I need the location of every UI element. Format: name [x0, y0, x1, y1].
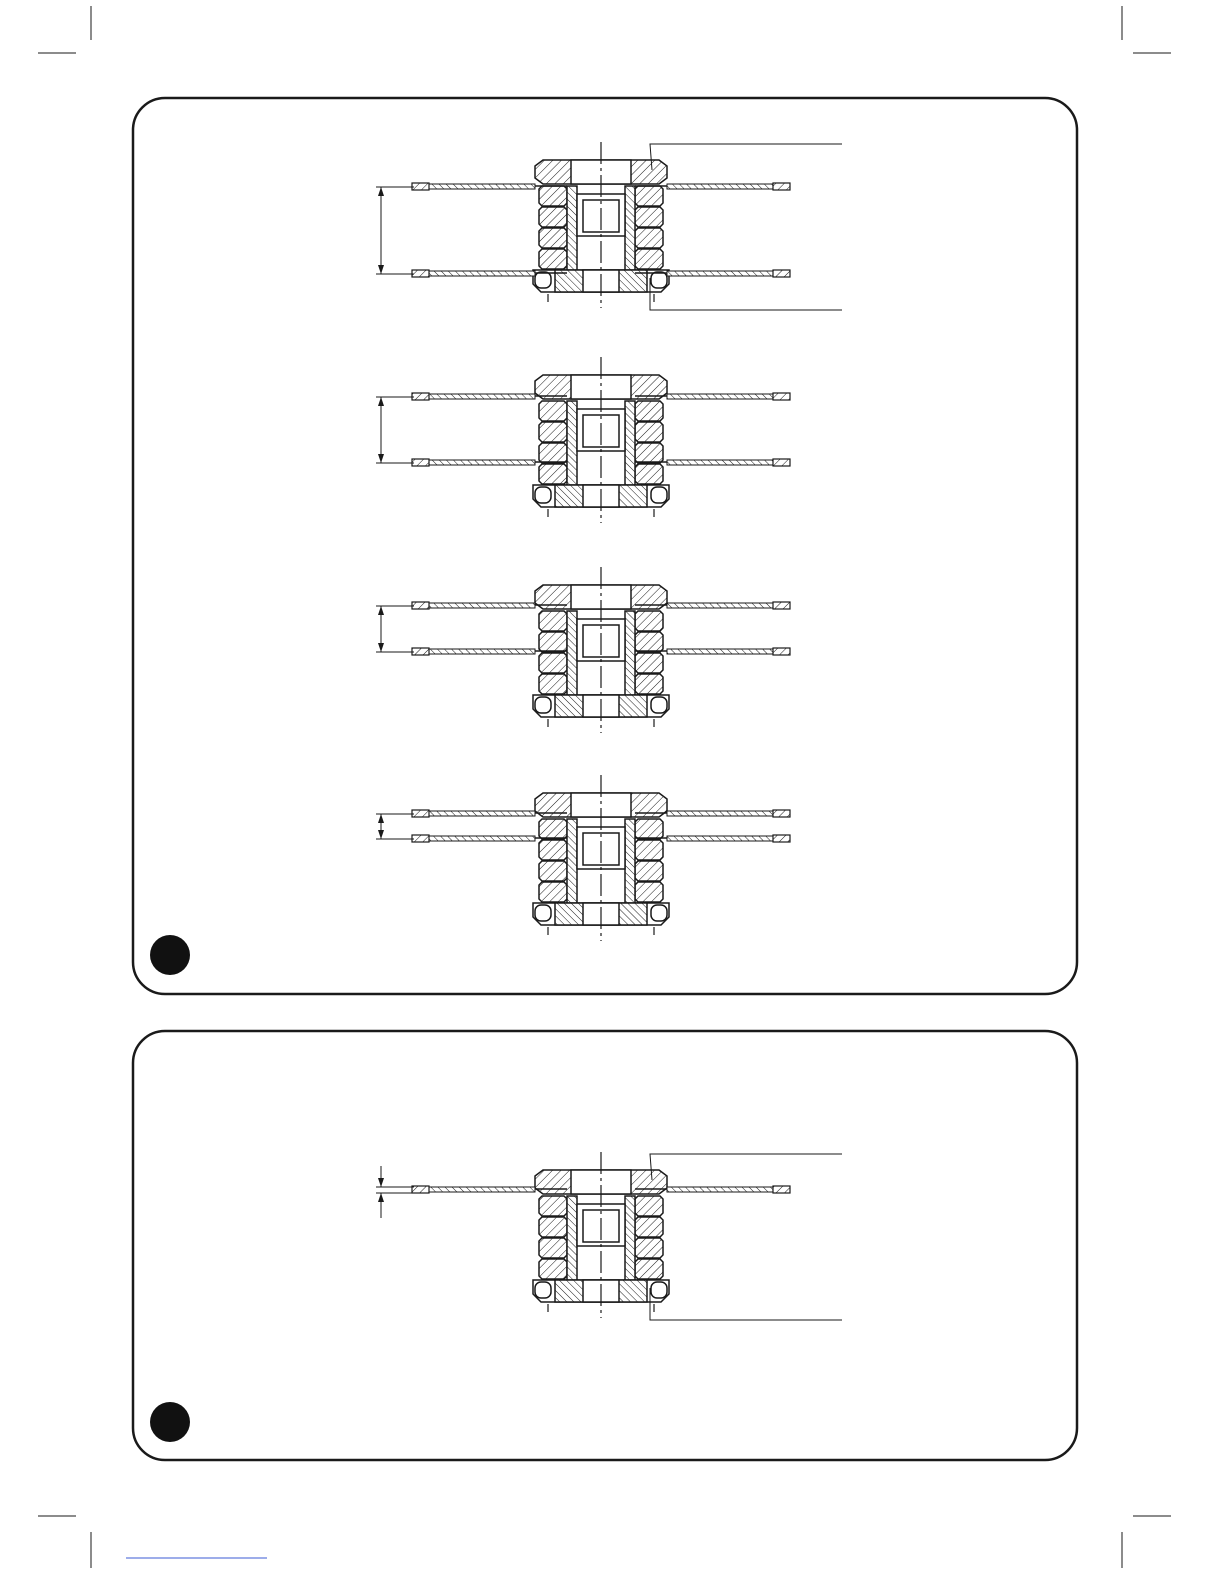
thickness-dimension	[376, 397, 414, 463]
sleeve-wall	[567, 401, 577, 497]
washer-block	[539, 611, 567, 631]
sleeve-wall	[567, 186, 577, 282]
washer-block	[635, 207, 663, 227]
washer-block	[539, 674, 567, 694]
washer-block	[635, 422, 663, 442]
washer-block	[539, 1238, 567, 1258]
washer-block	[539, 249, 567, 269]
bushing-assembly-4	[376, 775, 790, 941]
thickness-dimension	[376, 814, 414, 839]
callout-leaders	[650, 1154, 842, 1320]
washer-block	[539, 1259, 567, 1279]
washer-block	[635, 840, 663, 860]
washer-block	[635, 1259, 663, 1279]
washer-block	[539, 207, 567, 227]
washer-block	[539, 401, 567, 421]
sleeve-wall	[625, 1196, 635, 1292]
washer-block	[635, 249, 663, 269]
washer-block	[539, 443, 567, 463]
bushing-assembly-5	[376, 1152, 842, 1320]
washer-block	[635, 632, 663, 652]
washer-block	[539, 819, 567, 839]
washer-block	[635, 882, 663, 902]
bushing-assembly-3	[376, 567, 790, 733]
washer-block	[635, 1217, 663, 1237]
washer-block	[635, 674, 663, 694]
washer-block	[635, 819, 663, 839]
washer-block	[635, 1196, 663, 1216]
sleeve-wall	[625, 819, 635, 915]
sleeve-wall	[625, 401, 635, 497]
sleeve-wall	[567, 819, 577, 915]
washer-block	[635, 464, 663, 484]
thickness-dimension	[376, 187, 414, 274]
washer-block	[635, 228, 663, 248]
washer-block	[539, 422, 567, 442]
washer-block	[539, 228, 567, 248]
figure-badge-2	[150, 1402, 190, 1442]
bushing-assembly-1	[376, 142, 842, 310]
washer-block	[635, 1238, 663, 1258]
washer-block	[635, 401, 663, 421]
washer-block	[539, 1217, 567, 1237]
washer-block	[539, 464, 567, 484]
washer-block	[539, 840, 567, 860]
washer-block	[539, 186, 567, 206]
sleeve-wall	[567, 1196, 577, 1292]
washer-block	[539, 861, 567, 881]
washer-block	[635, 653, 663, 673]
washer-block	[539, 632, 567, 652]
callout-leaders	[650, 144, 842, 310]
thickness-dimension	[376, 1166, 414, 1218]
sleeve-wall	[567, 611, 577, 707]
washer-block	[635, 443, 663, 463]
washer-block	[539, 653, 567, 673]
thickness-dimension	[376, 606, 414, 652]
crop-marks	[38, 6, 1171, 1568]
washer-block	[635, 861, 663, 881]
sleeve-wall	[625, 611, 635, 707]
sleeve-wall	[625, 186, 635, 282]
figure-badge-1	[150, 935, 190, 975]
washer-block	[539, 882, 567, 902]
bushing-assembly-2	[376, 357, 790, 523]
washer-block	[635, 186, 663, 206]
washer-block	[635, 611, 663, 631]
washer-block	[539, 1196, 567, 1216]
